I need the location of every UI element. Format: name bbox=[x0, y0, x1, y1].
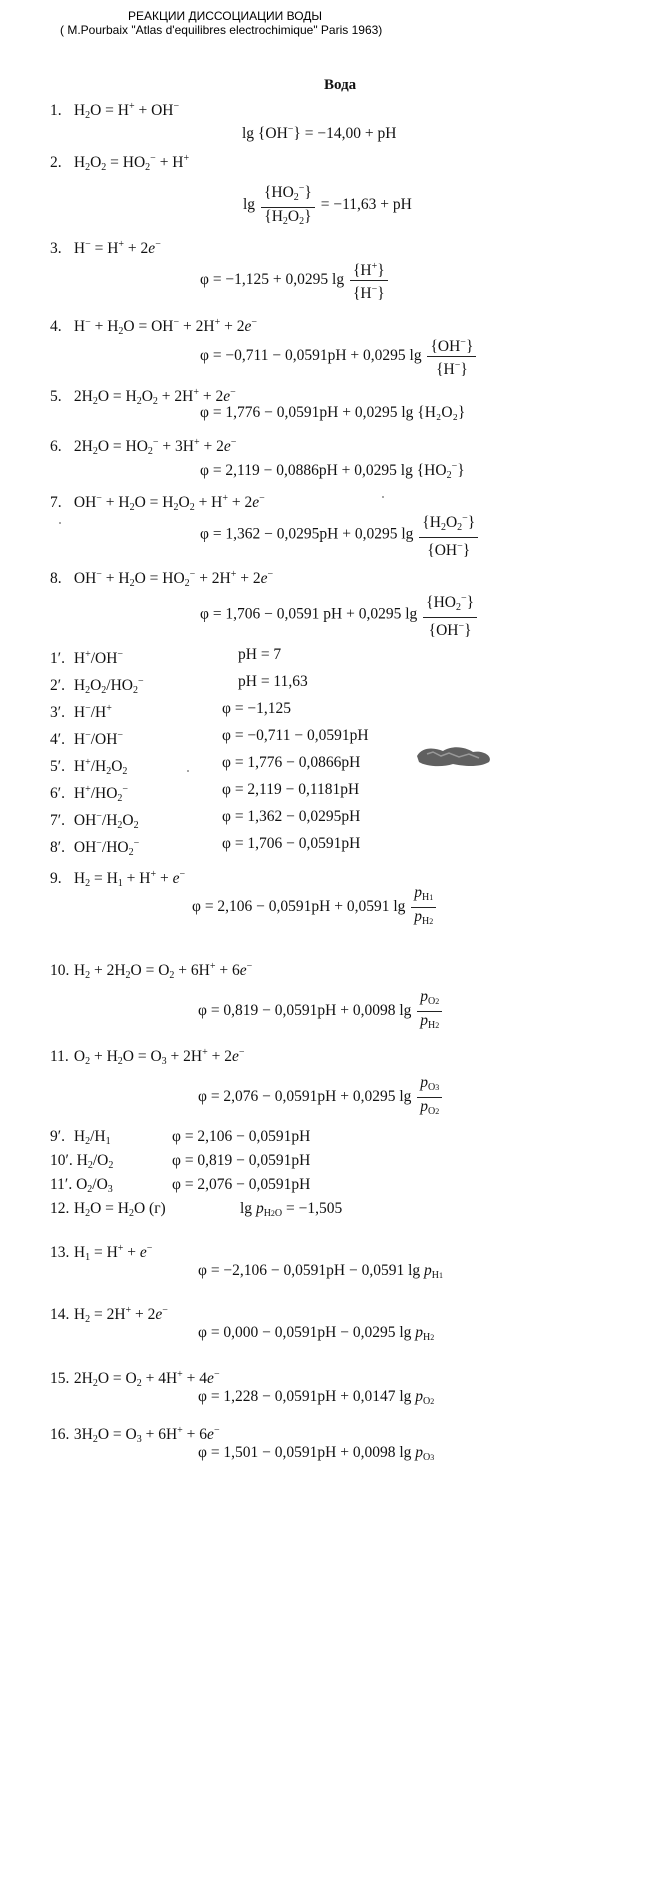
equation-10: φ = 0,819 − 0,0591pH + 0,0098 lg $\frac{p_{O2}}{p_{H2}}$ bbox=[198, 988, 444, 1035]
reaction-number: 11. bbox=[50, 1048, 69, 1065]
equilibrium-2p-value: pH = 11,63 bbox=[238, 673, 308, 690]
reaction-number: 1′. bbox=[50, 650, 66, 667]
equilibrium-6p: 6′. $H^+/HO_2^-$ bbox=[50, 784, 129, 804]
reaction-number: 7′. bbox=[50, 812, 66, 829]
equation-7: φ = 1,362 − 0,0295pH + 0,0295 lg $\frac{\{H_2O_2^-\}}{\{OH^-\}}$ bbox=[200, 510, 480, 560]
fraction: $\frac{p_{O3}}{p_{O2}}$ bbox=[417, 1074, 442, 1121]
reaction-number: 8. bbox=[50, 570, 62, 587]
equation-4: φ = −0,711 − 0,0591pH + 0,0295 lg $\frac{\{OH^-\}}{\{H^-\}}$ bbox=[200, 334, 478, 379]
fraction: $\frac{\{HO_2^-\}}{\{H_2O_2\}}$ bbox=[261, 180, 315, 231]
reaction-number: 1. bbox=[50, 102, 62, 119]
reaction-1: 1. $H_2O = H^+ + OH^-$ bbox=[50, 101, 180, 121]
equation-16: φ = 1,501 − 0,0591pH + 0,0098 $\lg p_{O3}$ bbox=[198, 1444, 435, 1463]
reaction-number: 4. bbox=[50, 318, 62, 335]
reaction-number: 6′. bbox=[50, 785, 66, 802]
scan-speck bbox=[59, 522, 61, 524]
reaction-5: 5. $2H_2O = H_2O_2 + 2H^+ + 2e^-$ bbox=[50, 387, 236, 407]
reaction-4: 4. $H^- + H_2O = OH^- + 2H^+ + 2e^-$ bbox=[50, 317, 257, 337]
equation-1: lg {OH−} = −14,00 + pH bbox=[242, 124, 397, 142]
equation-8: φ = 1,706 − 0,0591 pH + 0,0295 lg $\frac{\{HO_2^-\}}{\{OH^-\}}$ bbox=[200, 590, 479, 640]
ink-smudge bbox=[413, 742, 495, 770]
reaction-9: 9. $H_2 = H_1 + H^+ + e^-$ bbox=[50, 869, 186, 889]
scan-speck bbox=[187, 770, 189, 772]
equilibrium-5p-value: φ = 1,776 − 0,0866pH bbox=[222, 754, 361, 771]
reaction-number: 8′. bbox=[50, 839, 66, 856]
equilibrium-7p-value: φ = 1,362 − 0,0295pH bbox=[222, 808, 361, 825]
reaction-11: 11. $O_2 + H_2O = O_3 + 2H^+ + 2e^-$ bbox=[50, 1047, 245, 1067]
equilibrium-9p: 9′. $H_2/H_1$ bbox=[50, 1128, 111, 1147]
equation-11: φ = 2,076 − 0,0591pH + 0,0295 lg $\frac{p_{O3}}{p_{O2}}$ bbox=[198, 1074, 444, 1121]
equilibrium-9p-value: φ = 2,106 − 0,0591pH bbox=[172, 1128, 311, 1145]
reaction-number: 10. bbox=[50, 962, 70, 979]
equilibrium-3p-value: φ = −1,125 bbox=[222, 700, 292, 717]
reaction-number: 5′. bbox=[50, 758, 66, 775]
equation-5: φ = 1,776 − 0,0591pH + 0,0295 lg {H₂O₂} bbox=[200, 404, 466, 421]
reaction-number: 7. bbox=[50, 494, 62, 511]
reaction-number: 2′. bbox=[50, 677, 66, 694]
reaction-number: 9′. bbox=[50, 1128, 66, 1145]
equilibrium-10p-value: φ = 0,819 − 0,0591pH bbox=[172, 1152, 311, 1169]
equilibrium-3p: 3′. H−/H+ bbox=[50, 703, 112, 721]
equilibrium-4p: 4′. H−/OH− bbox=[50, 730, 124, 748]
reaction-6: 6. $2H_2O = HO_2^- + 3H^+ + 2e^-$ bbox=[50, 437, 237, 457]
section-title: Вода bbox=[324, 77, 357, 93]
equation-6: φ = 2,119 − 0,0886pH + 0,0295 $\lg \{HO_2^-\}$ bbox=[200, 461, 465, 481]
reaction-3: 3. H− = H+ + 2e− bbox=[50, 239, 161, 257]
reaction-number: 15. bbox=[50, 1370, 70, 1387]
reaction-number: 16. bbox=[50, 1426, 70, 1443]
fraction: $\frac{\{H_2O_2^-\}}{\{OH^-\}}$ bbox=[419, 510, 478, 560]
reaction-number: 12. bbox=[50, 1200, 70, 1217]
reaction-number: 11′. bbox=[50, 1176, 73, 1193]
equation-3: φ = −1,125 + 0,0295 lg $\frac{\{H^+\}}{\{H^-\}}$ bbox=[200, 258, 390, 303]
fraction: $\frac{\{OH^-\}}{\{H^-\}}$ bbox=[427, 334, 476, 379]
fraction: $\frac{p_{H1}}{p_{H2}}$ bbox=[411, 884, 436, 931]
document-source: ( M.Pourbaix "Atlas d'equilibres electrochimique" Paris 1963) bbox=[60, 23, 383, 37]
fraction: $\frac{\{H^+\}}{\{H^-\}}$ bbox=[350, 258, 388, 303]
reaction-12: 12. $H_2O = H_2O$ (г) bbox=[50, 1200, 166, 1219]
document-title: РЕАКЦИИ ДИССОЦИАЦИИ ВОДЫ bbox=[128, 9, 323, 23]
equation-13: φ = −2,106 − 0,0591pH − 0,0591 $\lg p_{H1}$ bbox=[198, 1262, 444, 1281]
equation-2: lg $\frac{\{HO_2^-\}}{\{H_2O_2\}}$ = −11,63 + pH bbox=[243, 180, 412, 231]
fraction: $\frac{p_{O2}}{p_{H2}}$ bbox=[417, 988, 442, 1035]
equilibrium-8p-value: φ = 1,706 − 0,0591pH bbox=[222, 835, 361, 852]
equilibrium-11p: 11′. $O_2/O_3$ bbox=[50, 1176, 113, 1195]
reaction-number: 4′. bbox=[50, 731, 66, 748]
reaction-number: 5. bbox=[50, 388, 62, 405]
reaction-2: 2. $H_2O_2 = HO_2^- + H^+$ bbox=[50, 153, 190, 173]
reaction-number: 9. bbox=[50, 870, 62, 887]
reaction-number: 6. bbox=[50, 438, 62, 455]
equilibrium-5p: 5′. $H^+/H_2O_2$ bbox=[50, 757, 128, 777]
reaction-15: 15. $2H_2O = O_2 + 4H^+ + 4e^-$ bbox=[50, 1369, 220, 1389]
reaction-14: 14. $H_2 = 2H^+ + 2e^-$ bbox=[50, 1305, 168, 1325]
equilibrium-8p: 8′. $OH^-/HO_2^-$ bbox=[50, 838, 140, 858]
equilibrium-7p: 7′. $OH^-/H_2O_2$ bbox=[50, 811, 139, 831]
reaction-number: 14. bbox=[50, 1306, 70, 1323]
reaction-number: 3′. bbox=[50, 704, 66, 721]
reaction-8: 8. $OH^- + H_2O = HO_2^- + 2H^+ + 2e^-$ bbox=[50, 569, 274, 589]
equilibrium-6p-value: φ = 2,119 − 0,1181pH bbox=[222, 781, 360, 798]
equilibrium-1p-value: pH = 7 bbox=[238, 646, 282, 663]
equilibrium-10p: 10′. $H_2/O_2$ bbox=[50, 1152, 114, 1171]
equilibrium-1p: 1′. H+/OH− bbox=[50, 649, 124, 667]
equation-9: φ = 2,106 − 0,0591pH + 0,0591 lg $\frac{p_{H1}}{p_{H2}}$ bbox=[192, 884, 438, 931]
equilibrium-4p-value: φ = −0,711 − 0,0591pH bbox=[222, 727, 369, 744]
equilibrium-11p-value: φ = 2,076 − 0,0591pH bbox=[172, 1176, 311, 1193]
equilibrium-2p: 2′. $H_2O_2/HO_2^-$ bbox=[50, 676, 144, 696]
reaction-number: 13. bbox=[50, 1244, 70, 1261]
reaction-16: 16. $3H_2O = O_3 + 6H^+ + 6e^-$ bbox=[50, 1425, 220, 1445]
reaction-7: 7. $OH^- + H_2O = H_2O_2 + H^+ + 2e^-$ bbox=[50, 493, 265, 513]
reaction-number: 2. bbox=[50, 154, 62, 171]
reaction-number: 3. bbox=[50, 240, 62, 257]
reaction-number: 10′. bbox=[50, 1152, 73, 1169]
reaction-10: 10. $H_2 + 2H_2O = O_2 + 6H^+ + 6e^-$ bbox=[50, 961, 253, 981]
fraction: $\frac{\{HO_2^-\}}{\{OH^-\}}$ bbox=[423, 590, 477, 640]
reaction-13: 13. $H_1 = H^+ + e^-$ bbox=[50, 1243, 153, 1263]
scan-speck bbox=[382, 496, 384, 498]
equation-14: φ = 0,000 − 0,0591pH − 0,0295 $\lg p_{H2}$ bbox=[198, 1324, 435, 1343]
equation-12: $\lg p_{H2O} = -1,505$ bbox=[240, 1200, 343, 1219]
equation-15: φ = 1,228 − 0,0591pH + 0,0147 $\lg p_{O2}$ bbox=[198, 1388, 435, 1407]
